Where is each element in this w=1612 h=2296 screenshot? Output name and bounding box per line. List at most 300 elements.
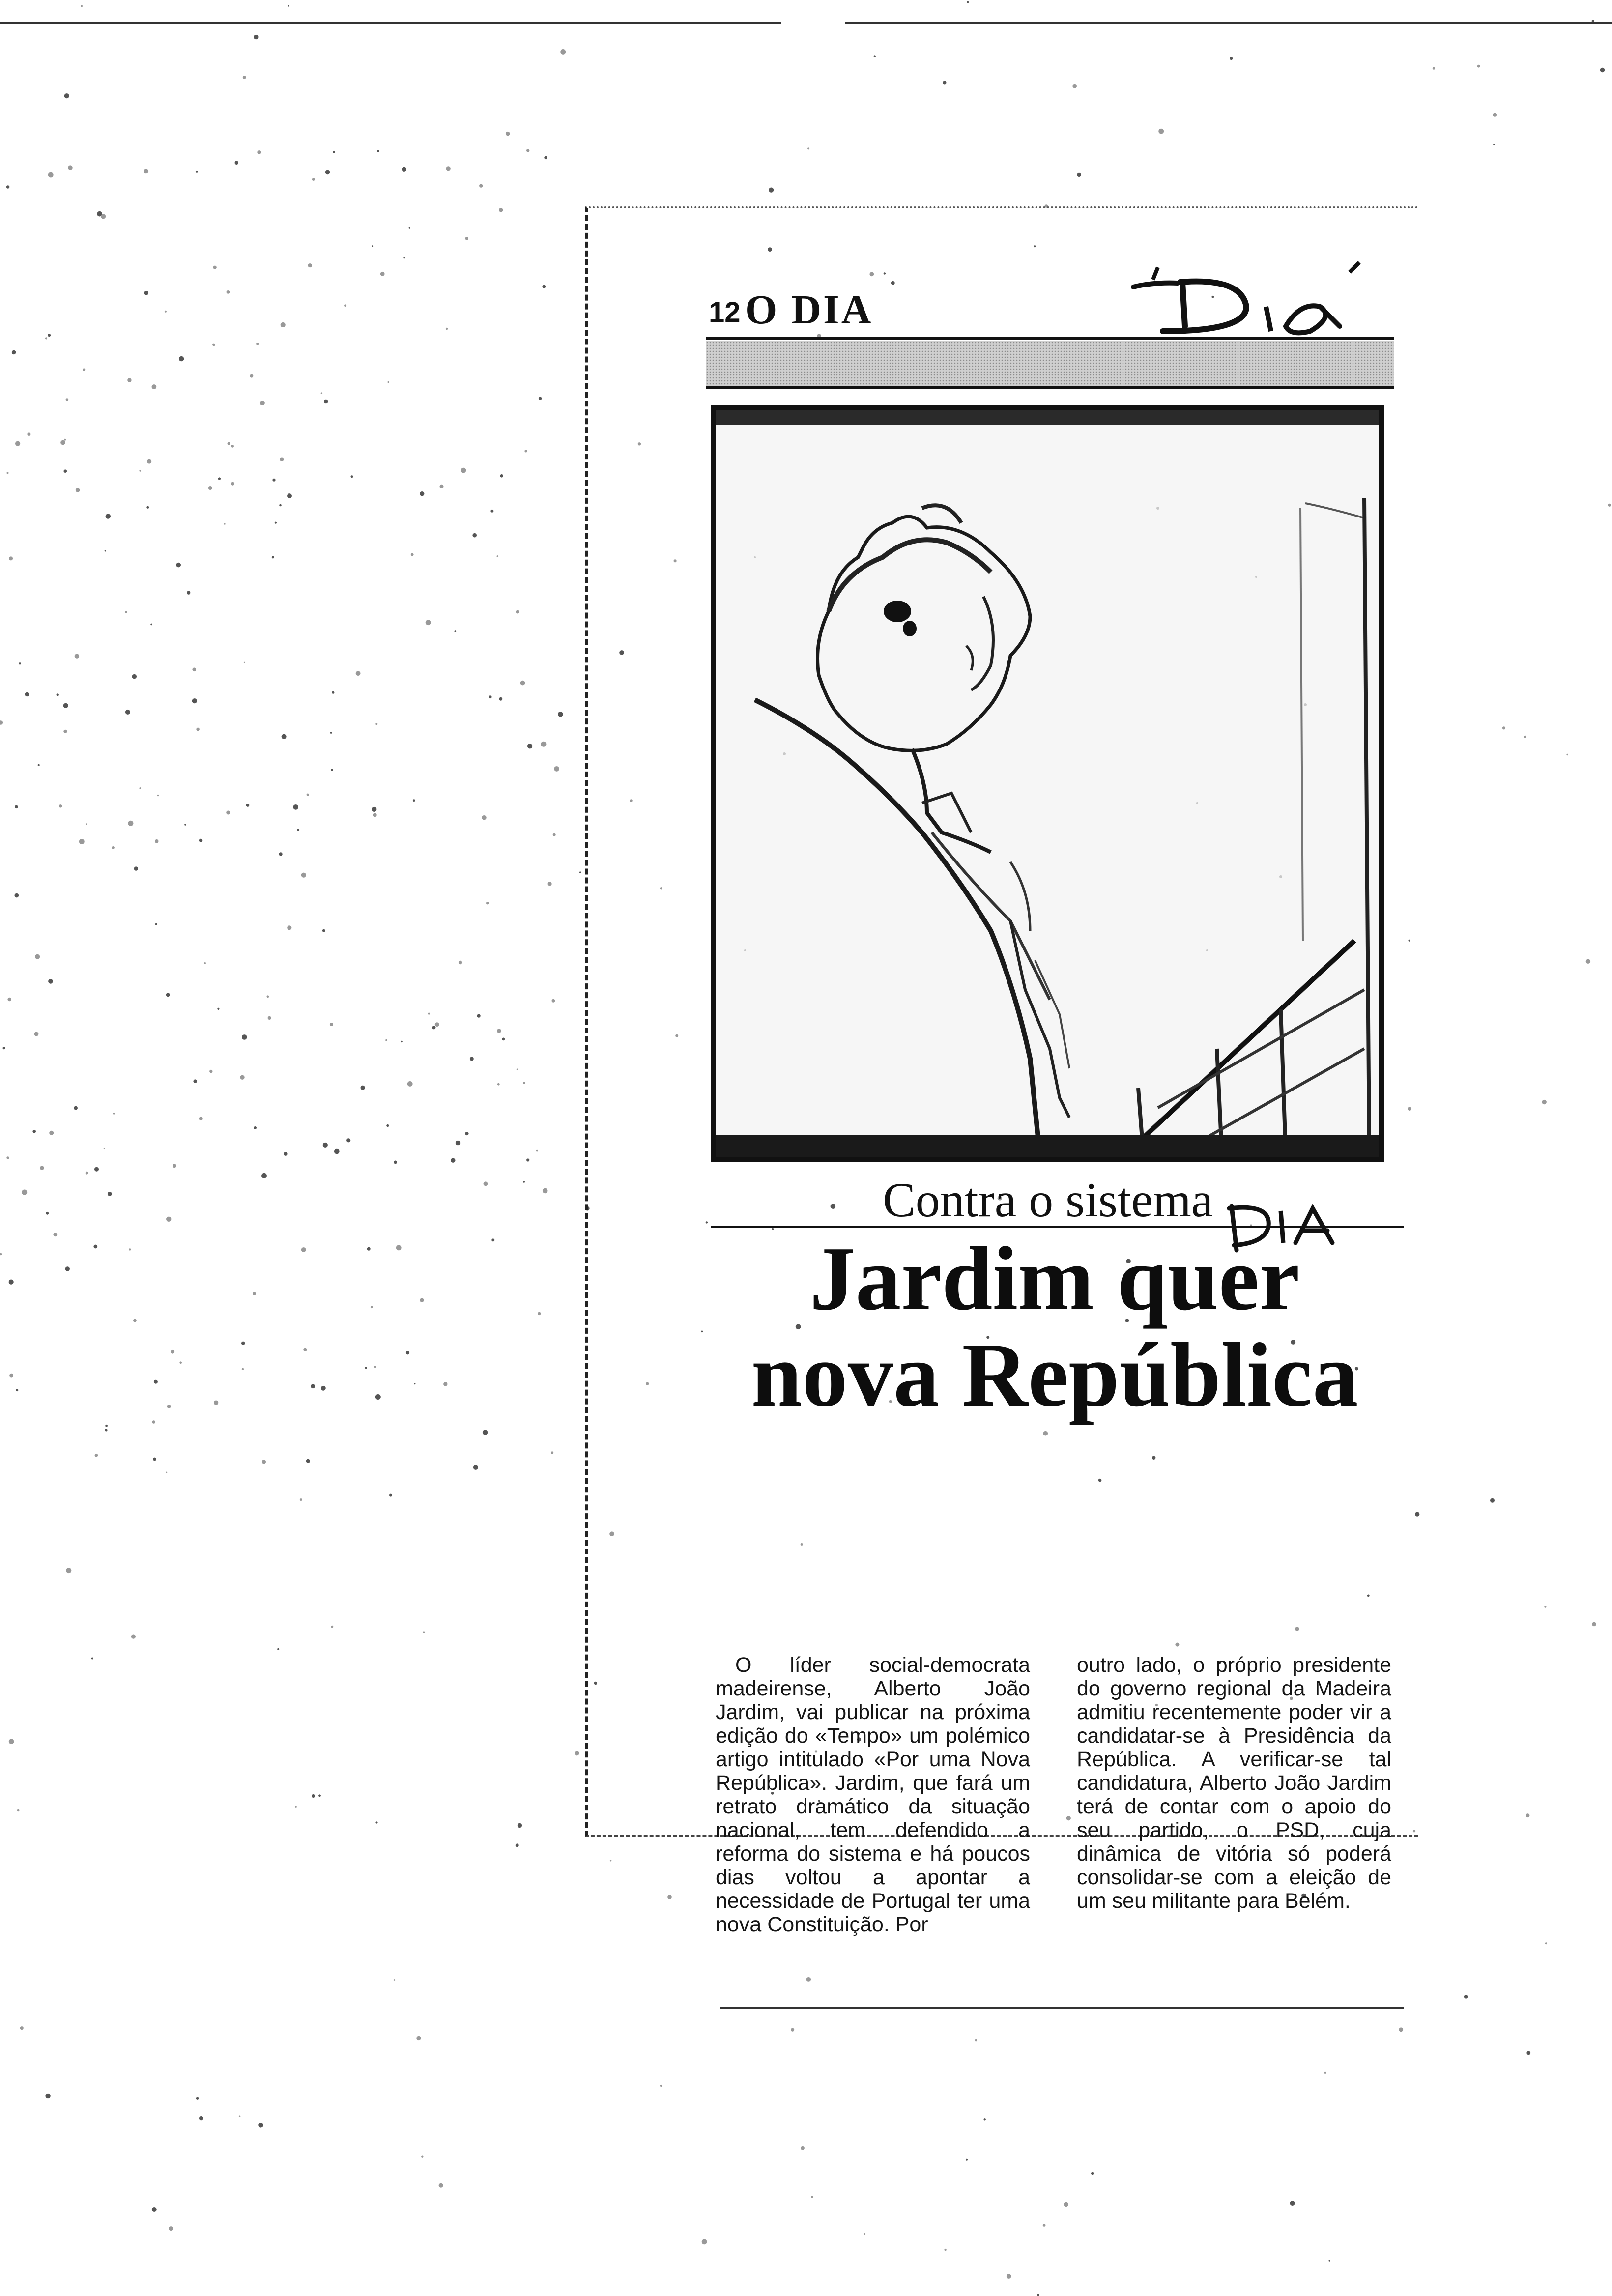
- scan-speck: [153, 1458, 156, 1461]
- scan-speck: [112, 846, 115, 849]
- scan-speck: [272, 479, 275, 482]
- scan-speck: [214, 1401, 218, 1405]
- scan-speck: [321, 392, 322, 394]
- scan-speck: [27, 432, 30, 436]
- scan-speck: [280, 458, 284, 461]
- scan-speck: [380, 272, 385, 276]
- scan-speck: [524, 450, 527, 452]
- scan-speck: [224, 523, 226, 525]
- scan-speck: [20, 2026, 24, 2030]
- scan-speck: [526, 149, 529, 152]
- scan-speck: [144, 169, 148, 174]
- scan-speck: [208, 486, 212, 490]
- scan-speck: [104, 1148, 105, 1149]
- scan-speck: [518, 1823, 522, 1828]
- scan-speck: [260, 401, 265, 405]
- scan-speck: [499, 697, 502, 701]
- scan-speck: [1464, 1995, 1468, 1998]
- headline-line-1: Jardim quer: [809, 1228, 1300, 1329]
- scan-speck: [19, 662, 21, 664]
- scan-speck: [38, 764, 40, 766]
- scan-speck: [1433, 67, 1435, 70]
- scan-speck: [128, 821, 133, 826]
- scan-speck: [1037, 2294, 1039, 2296]
- scan-speck: [538, 1312, 541, 1315]
- scan-speck: [45, 2094, 50, 2098]
- scan-speck: [79, 839, 85, 844]
- scan-speck: [769, 188, 774, 193]
- scan-speck: [506, 132, 510, 136]
- scan-speck: [526, 1158, 529, 1161]
- scan-speck: [975, 2039, 977, 2042]
- scan-speck: [267, 995, 269, 998]
- scan-speck: [34, 1032, 39, 1036]
- scan-speck: [53, 1233, 57, 1236]
- scan-speck: [64, 439, 66, 441]
- newspaper-name: O DIA: [745, 287, 873, 333]
- scan-speck: [1545, 1942, 1547, 1944]
- scan-speck: [575, 1751, 579, 1755]
- scan-speck: [791, 2028, 794, 2032]
- scan-speck: [300, 1498, 302, 1501]
- scan-speck: [35, 954, 40, 959]
- scan-speck: [184, 824, 186, 826]
- scan-speck: [279, 504, 282, 507]
- scan-speck: [1490, 1498, 1495, 1503]
- scan-speck: [375, 1394, 381, 1400]
- masthead-rule: [706, 337, 1394, 340]
- scan-speck: [257, 150, 261, 154]
- scan-speck: [9, 1739, 14, 1744]
- scan-speck: [76, 488, 80, 492]
- scan-speck: [101, 214, 106, 219]
- scan-speck: [48, 979, 53, 984]
- scan-speck: [196, 2097, 199, 2100]
- scan-speck: [244, 662, 245, 663]
- scan-speck: [486, 902, 489, 904]
- portrait-photo: [711, 405, 1384, 1162]
- scan-speck: [113, 1113, 115, 1115]
- scan-speck: [295, 1806, 297, 1808]
- scan-speck: [179, 356, 184, 361]
- scan-speck: [167, 1405, 171, 1408]
- scan-speck: [284, 1152, 288, 1156]
- scan-speck: [154, 1380, 158, 1384]
- scan-speck: [261, 1173, 267, 1178]
- scan-speck: [394, 1161, 397, 1164]
- scan-speck: [984, 2118, 986, 2120]
- scan-speck: [64, 93, 69, 98]
- scan-speck: [16, 1389, 18, 1391]
- scan-speck: [6, 185, 9, 188]
- scan-speck: [40, 1166, 44, 1170]
- scan-speck: [0, 1253, 2, 1255]
- scan-speck: [281, 322, 286, 327]
- scan-speck: [91, 1658, 93, 1660]
- scan-speck: [1064, 2202, 1068, 2207]
- scan-speck: [497, 1083, 500, 1086]
- scan-speck: [1542, 1100, 1547, 1104]
- scan-speck: [516, 1843, 519, 1847]
- scan-speck: [497, 1029, 501, 1033]
- scan-speck: [152, 2207, 157, 2212]
- scan-speck: [171, 1350, 174, 1354]
- scan-speck: [801, 2146, 805, 2150]
- scan-speck: [60, 440, 65, 445]
- scan-speck: [552, 999, 555, 1003]
- scan-speck: [375, 723, 377, 725]
- scan-speck: [806, 1977, 811, 1982]
- scan-speck: [465, 1132, 468, 1135]
- scan-speck: [152, 1420, 155, 1424]
- scan-speck: [523, 1181, 525, 1183]
- scan-speck: [416, 2036, 421, 2040]
- article-column-1: O líder social-democrata madeirense, Alberto João Jardim, vai publicar na próxima edição do «Tempo» um polémico artigo intitulado «Por uma Nova República». Jardim, que fará um retrato dramático da situação nacional, tem defendido a reforma do sistema e há poucos dias voltou a apontar a necessidade de Portugal ter uma nova Constituição. Por: [716, 1653, 1030, 1936]
- scan-speck: [254, 1126, 257, 1129]
- scan-speck: [240, 1075, 245, 1080]
- scan-speck: [484, 1181, 488, 1186]
- scan-speck: [212, 344, 215, 346]
- scan-speck: [446, 328, 448, 330]
- scan-speck: [231, 482, 234, 486]
- scan-speck: [243, 76, 246, 79]
- scan-speck: [1072, 84, 1077, 88]
- scan-speck: [483, 1430, 488, 1435]
- scan-speck: [199, 2116, 203, 2121]
- scan-speck: [7, 998, 11, 1001]
- scan-speck: [217, 1008, 219, 1010]
- scan-speck: [372, 807, 376, 812]
- scan-speck: [394, 1979, 396, 1981]
- scan-speck: [807, 147, 809, 149]
- scan-speck: [472, 533, 477, 538]
- scan-speck: [1544, 1606, 1547, 1608]
- scan-speck: [864, 2233, 866, 2235]
- scan-speck: [372, 245, 373, 247]
- scan-speck: [367, 1247, 371, 1251]
- scan-speck: [22, 1190, 27, 1195]
- scan-speck: [57, 693, 59, 696]
- scan-speck: [325, 170, 330, 175]
- scan-speck: [209, 1070, 212, 1073]
- scan-speck: [500, 474, 503, 478]
- scan-speck: [402, 167, 406, 172]
- scan-speck: [32, 1130, 36, 1133]
- scan-speck: [81, 5, 83, 7]
- scan-speck: [371, 1306, 373, 1308]
- article-column-2: outro lado, o próprio presidente do governo regional da Madeira admitiu recentemente poder vir a candidatar-se à Presidência da República. A verificar-se tal candidatura, Alberto João Jardim terá de contar com o apoio do seu partido, o PSD, cuja dinâmica de vitória só poderá consolidar-se com a eleição de um seu militante para Belém.: [1077, 1653, 1391, 1913]
- scan-speck: [231, 445, 234, 448]
- scan-speck: [1493, 113, 1497, 117]
- scan-speck: [63, 703, 68, 708]
- scan-speck: [9, 556, 13, 560]
- scan-speck: [64, 469, 67, 473]
- scan-speck: [407, 1081, 413, 1087]
- scan-speck: [1290, 2201, 1295, 2206]
- scan-speck: [228, 442, 230, 445]
- scan-speck: [288, 5, 289, 6]
- scan-speck: [9, 1280, 14, 1285]
- scan-speck: [451, 1158, 455, 1163]
- scan-speck: [490, 510, 493, 513]
- scan-speck: [12, 350, 16, 355]
- scan-speck: [1230, 57, 1233, 60]
- scan-speck: [179, 1361, 182, 1364]
- scan-speck: [241, 1342, 245, 1345]
- scan-speck: [1329, 2260, 1330, 2262]
- scan-speck: [454, 630, 456, 632]
- scan-speck: [199, 839, 202, 842]
- scan-speck: [45, 337, 47, 339]
- scan-speck: [218, 477, 221, 480]
- scan-speck: [423, 1631, 425, 1633]
- scan-speck: [411, 553, 414, 556]
- scan-speck: [133, 1319, 137, 1322]
- scan-speck: [152, 384, 157, 389]
- scan-speck: [239, 2116, 240, 2117]
- scan-speck: [235, 161, 239, 165]
- scan-speck: [428, 1013, 430, 1015]
- scan-speck: [17, 1809, 20, 1812]
- scan-speck: [365, 1367, 367, 1369]
- scan-speck: [166, 993, 170, 997]
- scan-speck: [297, 829, 300, 831]
- scan-speck: [287, 493, 292, 498]
- scan-speck: [811, 2196, 813, 2198]
- scan-speck: [406, 1351, 409, 1354]
- scan-speck: [196, 728, 200, 731]
- scan-speck: [144, 291, 149, 295]
- scan-speck: [610, 1860, 611, 1861]
- scan-speck: [426, 620, 431, 625]
- scan-speck: [403, 257, 405, 258]
- scan-speck: [1524, 736, 1526, 738]
- scan-speck: [520, 681, 525, 686]
- scan-speck: [250, 374, 253, 378]
- scan-speck: [6, 1156, 9, 1159]
- kicker-text: Contra o sistema: [883, 1173, 1213, 1227]
- scan-speck: [306, 1459, 310, 1463]
- scan-speck: [49, 1131, 54, 1135]
- scan-speck: [560, 49, 566, 55]
- scan-speck: [374, 1366, 376, 1368]
- scan-speck: [388, 381, 390, 383]
- scan-speck: [334, 1149, 340, 1154]
- scan-speck: [667, 1895, 672, 1899]
- scan-speck: [0, 720, 3, 725]
- scan-speck: [497, 555, 499, 557]
- scan-speck: [389, 1494, 392, 1497]
- scan-speck: [502, 1038, 505, 1041]
- scan-speck: [48, 172, 54, 178]
- scan-speck: [131, 1635, 136, 1639]
- scan-speck: [108, 1192, 112, 1196]
- scan-speck: [1158, 129, 1164, 134]
- masthead-halftone-band: [706, 341, 1394, 389]
- scan-speck: [68, 165, 72, 170]
- scan-speck: [465, 237, 468, 240]
- scan-speck: [558, 712, 563, 717]
- scan-speck: [377, 150, 379, 153]
- scan-speck: [409, 227, 410, 228]
- scan-speck: [132, 674, 137, 679]
- scan-speck: [15, 893, 19, 898]
- scan-speck: [461, 468, 466, 473]
- scan-speck: [479, 184, 483, 188]
- scan-speck: [192, 668, 196, 672]
- scan-speck: [15, 805, 18, 809]
- scan-speck: [256, 343, 259, 345]
- scan-speck: [169, 2226, 173, 2231]
- scan-speck: [523, 1082, 525, 1084]
- scan-speck: [166, 1472, 167, 1473]
- page-number: 12: [709, 296, 741, 328]
- scan-speck: [516, 610, 519, 613]
- scan-speck: [106, 514, 111, 518]
- scan-speck: [1526, 2051, 1530, 2055]
- scan-speck: [293, 804, 298, 810]
- scan-speck: [1007, 2274, 1011, 2279]
- scan-speck: [874, 55, 876, 57]
- scan-speck: [312, 1794, 315, 1798]
- scan-speck: [459, 961, 462, 964]
- scan-speck: [414, 1383, 415, 1384]
- scan-speck: [139, 470, 141, 471]
- scan-speck: [226, 811, 230, 815]
- scan-speck: [499, 208, 503, 212]
- scan-speck: [312, 178, 315, 181]
- scan-speck: [307, 794, 309, 796]
- scan-speck: [125, 611, 127, 613]
- scan-speck: [204, 962, 206, 964]
- scan-speck: [356, 671, 361, 676]
- scan-speck: [489, 695, 492, 698]
- scan-speck: [1324, 2072, 1326, 2074]
- scan-speck: [477, 1014, 481, 1018]
- scan-speck: [192, 698, 197, 703]
- scan-speck: [1592, 20, 1594, 22]
- scan-speck: [75, 654, 79, 658]
- scan-speck: [213, 266, 217, 269]
- scan-speck: [1077, 173, 1081, 177]
- scan-speck: [150, 624, 152, 626]
- scan-speck: [74, 1106, 78, 1110]
- scan-speck: [48, 334, 51, 337]
- scan-speck: [277, 1648, 279, 1650]
- scan-speck: [308, 263, 312, 267]
- scan-speck: [401, 1041, 402, 1042]
- scan-speck: [702, 2239, 707, 2245]
- scan-speck: [330, 732, 332, 734]
- scan-speck: [473, 1465, 478, 1470]
- scan-speck: [1566, 754, 1568, 755]
- scan-speck: [527, 744, 532, 748]
- scan-speck: [333, 151, 335, 153]
- scan-speck: [344, 304, 346, 307]
- scan-speck: [253, 1292, 256, 1295]
- scan-speck: [435, 1022, 439, 1027]
- scan-speck: [193, 1079, 197, 1083]
- scan-speck: [331, 1626, 334, 1628]
- scan-speck: [157, 795, 159, 797]
- scan-speck: [386, 1124, 389, 1127]
- scan-speck: [282, 734, 287, 739]
- scan-speck: [440, 485, 444, 488]
- scan-speck: [83, 368, 85, 371]
- scan-speck: [301, 1247, 306, 1252]
- scan-speck: [1526, 1813, 1530, 1817]
- scan-speck: [541, 742, 546, 747]
- scan-speck: [303, 1348, 307, 1351]
- scan-speck: [9, 1374, 13, 1378]
- newspaper-clipping: [585, 206, 1418, 1936]
- scan-speck: [129, 1248, 131, 1250]
- scan-speck: [66, 398, 69, 401]
- scan-speck: [332, 691, 334, 694]
- scan-speck: [94, 1167, 99, 1172]
- scan-speck: [59, 804, 62, 807]
- scan-speck: [544, 156, 547, 159]
- scan-speck: [105, 1425, 108, 1427]
- scan-speck: [1043, 2224, 1046, 2227]
- scan-speck: [86, 1172, 88, 1175]
- headline-line-2: nova República: [751, 1324, 1358, 1426]
- scan-speck: [63, 730, 67, 733]
- scan-speck: [396, 1245, 402, 1251]
- scan-speck: [420, 491, 424, 496]
- scan-speck: [321, 1386, 326, 1391]
- scan-speck: [187, 591, 190, 594]
- scan-speck: [176, 563, 181, 568]
- scan-speck: [146, 506, 149, 509]
- scan-speck: [470, 1057, 474, 1061]
- scan-speck: [155, 839, 159, 843]
- scan-speck: [15, 441, 20, 446]
- scan-speck: [543, 1188, 548, 1194]
- scan-speck: [311, 1384, 315, 1388]
- scan-speck: [65, 1266, 70, 1271]
- scan-speck: [1399, 2027, 1403, 2032]
- scan-speck: [432, 1026, 436, 1029]
- scan-speck: [1592, 1622, 1596, 1627]
- scan-speck: [279, 852, 283, 856]
- scan-speck: [227, 290, 230, 294]
- scan-speck: [554, 766, 559, 772]
- scan-speck: [322, 929, 325, 932]
- scan-speck: [134, 866, 138, 870]
- scan-speck: [1608, 504, 1611, 507]
- scan-speck: [287, 925, 291, 930]
- scan-speck: [579, 871, 581, 873]
- scan-speck: [147, 459, 151, 464]
- scan-speck: [7, 472, 9, 474]
- scan-speck: [385, 1039, 387, 1041]
- scan-speck: [330, 1023, 333, 1026]
- scan-speck: [346, 1138, 350, 1142]
- scan-speck: [66, 1568, 71, 1573]
- scan-speck: [536, 1150, 538, 1152]
- scan-speck: [439, 2183, 443, 2188]
- scan-speck: [1477, 65, 1480, 68]
- scan-speck: [196, 171, 198, 173]
- man-in-suit-profile-icon: [716, 410, 1379, 1157]
- scan-speck: [553, 833, 556, 836]
- scan-speck: [443, 1382, 447, 1386]
- scan-speck: [272, 556, 274, 559]
- scan-speck: [95, 1454, 98, 1457]
- scan-speck: [242, 1034, 247, 1040]
- scan-speck: [1493, 144, 1495, 145]
